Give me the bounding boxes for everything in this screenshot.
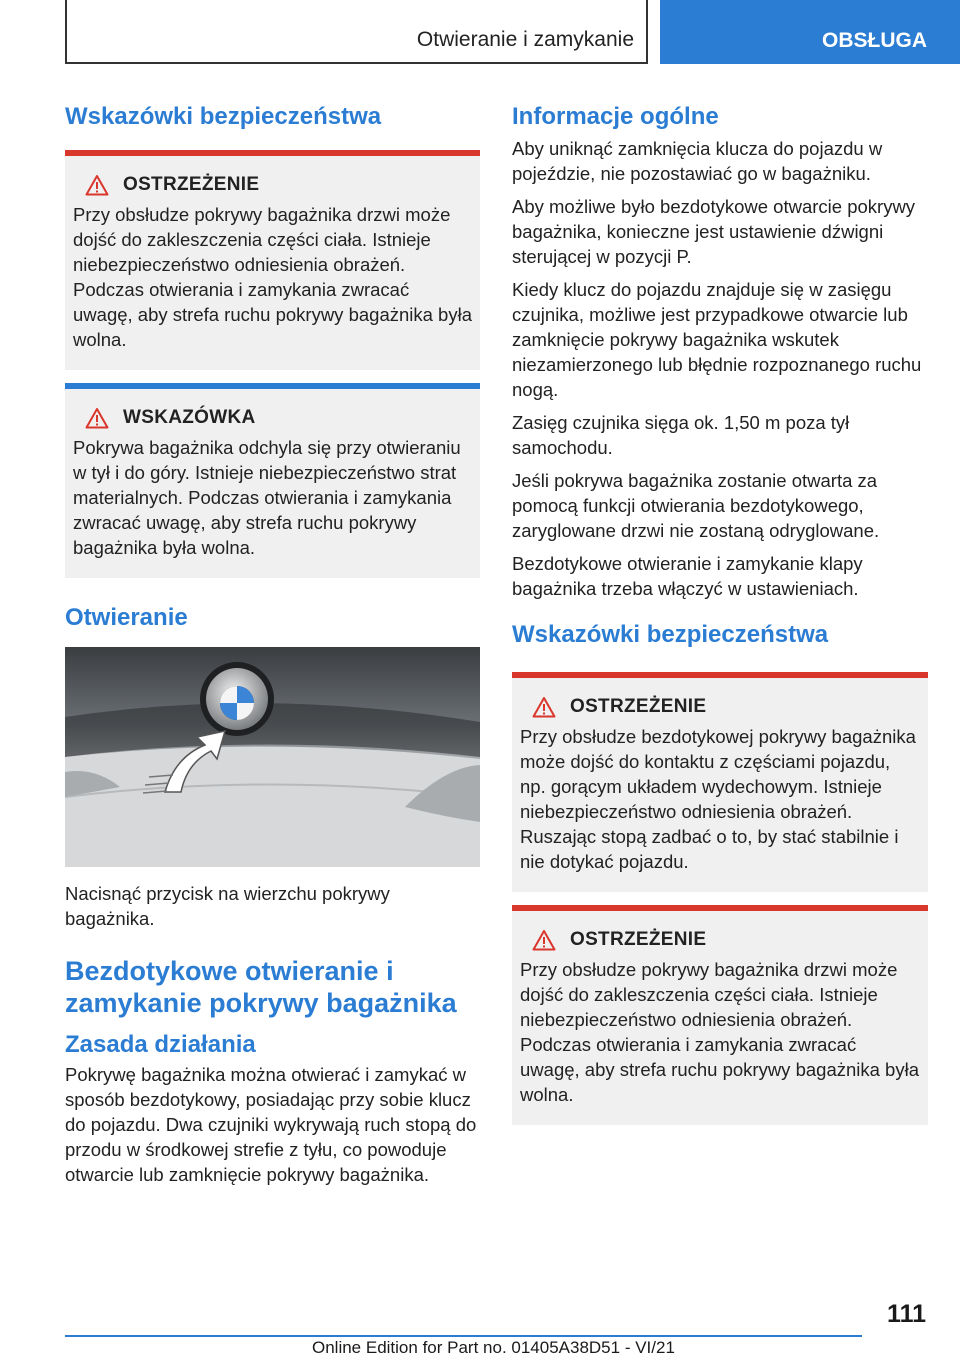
general-paragraph: Kiedy klucz do pojazdu znajduje się w zasięgu czujnika, możliwe jest przypadkowe otwarcie lub zamknięcie pokrywy bagażnika wskutek niezamierzonego lub błędnie rozpoznanego ruchu nogą. — [512, 278, 922, 400]
contactless-heading: Bezdotykowe otwieranie i zamykanie pokrywy bagażnika — [65, 955, 457, 1018]
trunk-lid-illustration — [65, 647, 480, 867]
warning-triangle-icon — [532, 929, 556, 951]
right-column — [512, 100, 928, 1125]
warning-box-2 — [512, 672, 928, 892]
general-paragraph: Zasięg czujnika sięga ok. 1,50 m poza tył samochodu. — [512, 411, 850, 458]
principle-text: Pokrywę bagażnika można otwierać i zamykać w sposób bezdotykowy, posiadając przy sobie klucz do pojazdu. Dwa czujniki wykrywają ruch stopą do przodu w środkowej strefie z tyłu, co powoduje otwarcie lub zamknięcie pokrywy bagażnika. — [65, 1064, 477, 1186]
general-paragraph: Aby uniknąć zamknięcia klucza do pojazdu w pojeździe, nie pozostawiać go w bagażniku. — [512, 137, 883, 184]
header-box — [65, 0, 648, 64]
trunk-button-photo — [65, 647, 480, 867]
warning-label: OSTRZEŻENIE — [570, 928, 707, 950]
general-paragraph: Jeśli pokrywa bagażnika zostanie otwarta za pomocą funkcji otwierania bezdotykowego, zaryglowane drzwi nie zostaną odryglowane. — [512, 469, 880, 541]
warning-text: Przy obsłudze pokrywy bagażnika drzwi może dojść do zakleszczenia części ciała. Istnieje niebezpieczeństwo odniesienia obrażeń. Podczas otwierania i zamykania zwracać uwagę, aby strefa ruchu pokrywy bagażnika była wolna. — [520, 958, 919, 1105]
warning-text: Przy obsłudze bezdotykowej pokrywy bagażnika może dojść do kontaktu z częściami pojazdu, np. gorącym układem wydechowym. Istnieje niebezpieczeństwo odniesienia obrażeń. Ruszając stopą zadbać o to, by stać stabilnie i nie dotykać pojazdu. — [520, 725, 916, 872]
warning-triangle-icon — [85, 174, 109, 196]
page-number: 111 — [887, 1300, 926, 1328]
warning-label: OSTRZEŻENIE — [123, 173, 260, 195]
general-heading: Informacje ogólne — [512, 103, 719, 130]
warning-text: Przy obsłudze pokrywy bagażnika drzwi może dojść do zakleszczenia części ciała. Istnieje niebezpieczeństwo odniesienia obrażeń. Podczas otwierania i zamykania zwracać uwagę, aby strefa ruchu pokrywy bagażnika była wolna. — [73, 203, 472, 350]
opening-heading: Otwieranie — [65, 603, 188, 631]
general-paragraph: Bezdotykowe otwieranie i zamykanie klapy bagażnika trzeba włączyć w ustawieniach. — [512, 552, 863, 599]
chapter-title: Otwieranie i zamykanie — [416, 28, 634, 51]
safety-heading-left: Wskazówki bezpieczeństwa — [65, 103, 382, 130]
safety-heading-right: Wskazówki bezpieczeństwa — [512, 620, 829, 648]
left-column — [65, 100, 480, 1187]
notice-text: Pokrywa bagażnika odchyla się przy otwieraniu w tył i do góry. Istnieje niebezpieczeństwo strat materialnych. Podczas otwierania i zamykania zwracać uwagę, aby strefa ruchu pokrywy bagażnika była wolna. — [73, 436, 461, 558]
section-tab[interactable]: OBSŁUGA — [660, 0, 960, 64]
edition-footer: Online Edition for Part no. 01405A38D51 - VI/21 — [312, 1338, 675, 1357]
warning-box-1 — [65, 150, 480, 370]
notice-label: WSKAZÓWKA — [123, 406, 256, 428]
warning-triangle-icon — [532, 696, 556, 718]
notice-box — [65, 383, 480, 578]
opening-text: Nacisnąć przycisk na wierzchu pokrywy bagażnika. — [65, 882, 390, 929]
warning-triangle-icon — [85, 407, 109, 429]
footer-divider — [65, 1335, 862, 1337]
principle-heading: Zasada działania — [65, 1031, 256, 1059]
warning-label: OSTRZEŻENIE — [570, 695, 707, 717]
general-paragraph: Aby możliwe było bezdotykowe otwarcie pokrywy bagażnika, konieczne jest ustawienie dźwigni sterującej w pozycji P. — [512, 195, 916, 267]
warning-box-3 — [512, 905, 928, 1125]
